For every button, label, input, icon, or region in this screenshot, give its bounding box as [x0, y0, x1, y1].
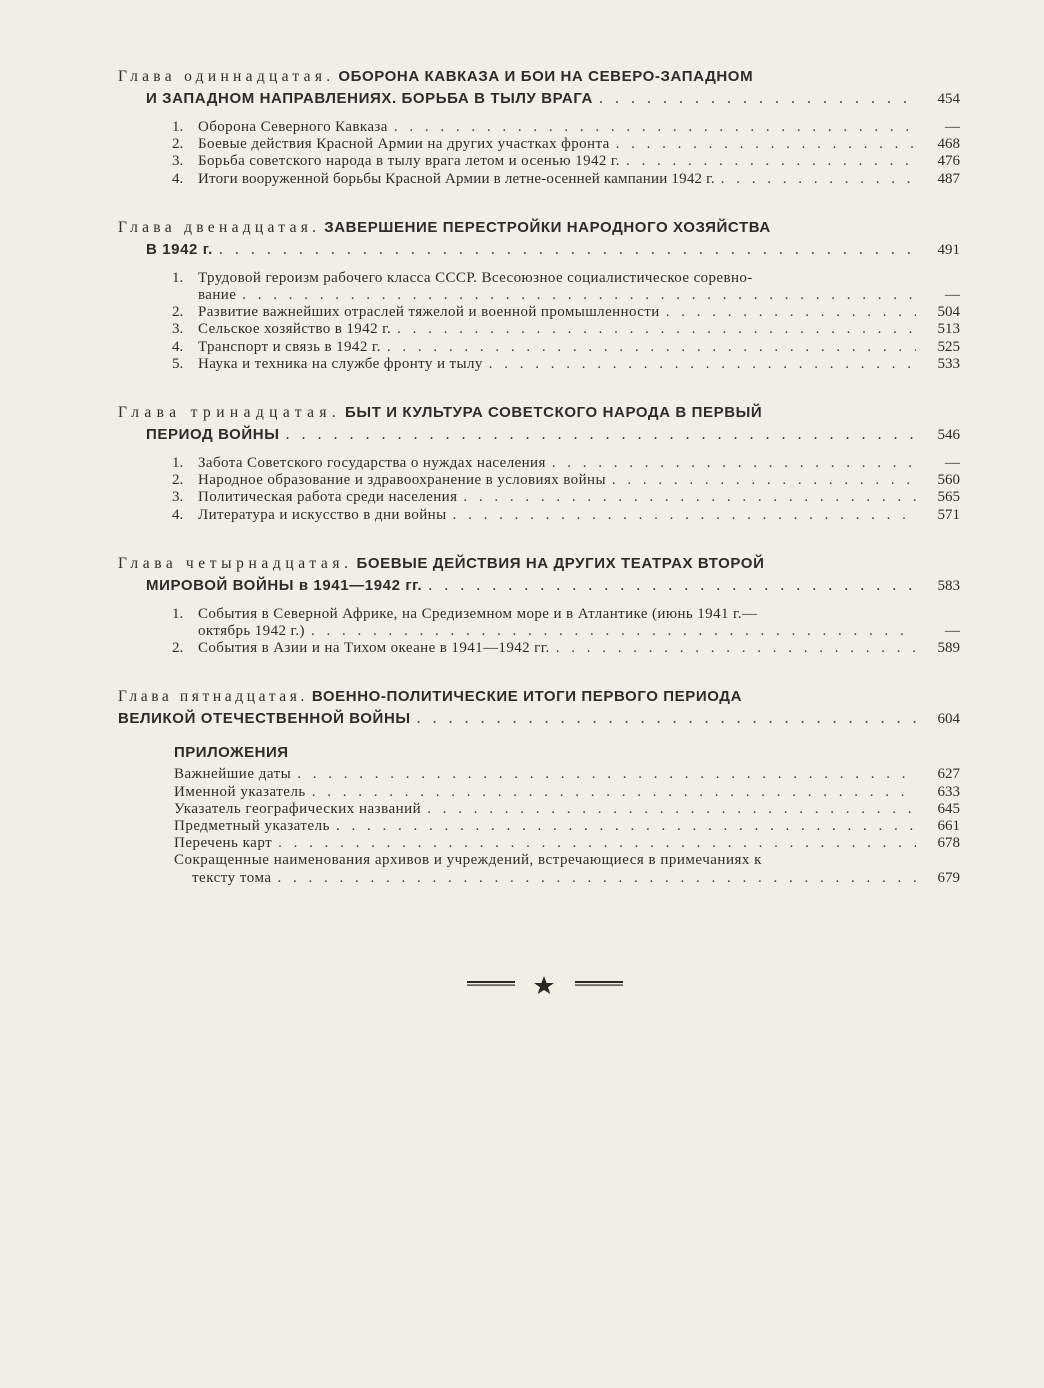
page-number: —	[945, 119, 960, 135]
section-entry	[172, 356, 960, 373]
leader-dots	[311, 623, 916, 640]
leader-dots	[612, 472, 916, 489]
appendix-entry-title: Именной указатель	[174, 783, 306, 800]
section-entry-cont	[172, 287, 960, 304]
section-list	[118, 606, 960, 658]
chapter-heading-cont	[118, 88, 960, 110]
section-number: 2.	[172, 136, 184, 153]
chapter-11	[118, 66, 960, 188]
chapter-heading-cont	[118, 708, 960, 730]
section-title: Борьба советского народа в тылу врага летом и осенью 1942 г.	[198, 153, 620, 170]
page-number: 627	[937, 766, 960, 783]
page-number: 560	[937, 472, 960, 489]
ornament-rule-left-thin	[467, 985, 515, 986]
chapter-title-cont: В 1942 г.	[146, 240, 213, 258]
section-number: 3.	[172, 153, 184, 170]
leader-dots	[394, 119, 916, 136]
ornament-rule-left	[467, 981, 515, 983]
appendix-entry	[174, 801, 960, 818]
section-number: 3.	[172, 489, 184, 506]
section-title: Оборона Северного Кавказа	[198, 119, 388, 135]
chapter-heading	[118, 402, 960, 424]
chapter-15	[118, 686, 960, 730]
star-icon	[534, 976, 554, 994]
section-number: 5.	[172, 355, 184, 372]
chapter-prefix: Глава одиннадцатая.	[118, 68, 335, 85]
table-of-contents	[118, 66, 960, 887]
appendix-entry	[174, 852, 960, 869]
star-ornament	[467, 972, 623, 994]
section-title: Развитие важнейших отраслей тяжелой и военной промышленности	[198, 304, 660, 321]
section-number: 4.	[172, 506, 184, 523]
section-number: 1.	[172, 119, 184, 135]
page-number: 476	[937, 153, 960, 170]
appendix-entry-title: Указатель географических названий	[174, 800, 422, 817]
page-number: 604	[937, 711, 960, 728]
section-title: События в Северной Африке, на Средиземном море и в Атлантике (июнь 1941 г.—	[198, 605, 758, 622]
leader-dots	[556, 640, 916, 657]
section-entry	[172, 606, 960, 623]
section-entry	[172, 171, 960, 188]
appendix-entry-title: Предметный указатель	[174, 818, 330, 835]
appendix-entry	[174, 818, 960, 835]
leader-dots	[297, 766, 916, 783]
leader-dots	[312, 784, 916, 801]
section-list	[118, 455, 960, 524]
appendix-entry	[174, 784, 960, 801]
section-title-cont: вание	[198, 287, 237, 304]
section-entry	[172, 640, 960, 657]
leader-dots	[463, 489, 916, 506]
section-title: События в Азии и на Тихом океане в 1941—1942 гг.	[198, 640, 550, 657]
chapter-heading-cont	[118, 424, 960, 446]
section-number: 2.	[172, 304, 184, 321]
page-number: 661	[937, 818, 960, 835]
appendix-entry-title-cont: тексту тома	[192, 869, 272, 886]
section-title: Народное образование и здравоохранение в условиях войны	[198, 472, 606, 489]
section-entry	[172, 455, 960, 472]
page-number: —	[945, 623, 960, 640]
leader-dots	[278, 870, 916, 887]
page-number: 645	[937, 800, 960, 817]
section-title: Боевые действия Красной Армии на других участках фронта	[198, 136, 610, 153]
appendix-entry-title: Перечень карт	[174, 835, 273, 852]
leader-dots	[278, 835, 916, 852]
appendix-entry-title: Важнейшие даты	[174, 766, 292, 783]
appendix-entry	[174, 766, 960, 783]
section-title: Итоги вооруженной борьбы Красной Армии в летне-осенней кампании 1942 г.	[198, 170, 715, 187]
page-number: 525	[937, 338, 960, 355]
page-number: 504	[937, 304, 960, 321]
chapter-title-cont: И ЗАПАДНОМ НАПРАВЛЕНИЯХ. БОРЬБА В ТЫЛУ ВРАГА	[146, 90, 593, 107]
leader-dots	[626, 153, 916, 170]
leader-dots	[453, 507, 916, 524]
leader-dots	[666, 304, 916, 321]
section-entry	[172, 153, 960, 170]
chapter-heading-cont	[118, 575, 960, 597]
section-title: Трудовой героизм рабочего класса СССР. Всесоюзное социалистическое соревно-	[198, 269, 753, 286]
section-entry	[172, 321, 960, 338]
section-entry	[172, 507, 960, 524]
chapter-heading	[118, 686, 960, 708]
section-entry	[172, 304, 960, 321]
section-number: 4.	[172, 338, 184, 355]
section-number: 3.	[172, 321, 184, 338]
appendix-entry-cont	[174, 870, 960, 887]
section-entry	[172, 136, 960, 153]
section-title: Транспорт и связь в 1942 г.	[198, 338, 381, 355]
ornament-rule-right	[575, 981, 623, 983]
appendix-entry-title: Сокращенные наименования архивов и учреждений, встречающиеся в примечаниях к	[174, 852, 762, 869]
page-number: 487	[937, 170, 960, 187]
section-title-cont: октябрь 1942 г.)	[198, 623, 305, 640]
chapter-13	[118, 402, 960, 524]
leader-dots	[721, 171, 916, 188]
chapter-heading-cont	[118, 239, 960, 261]
page-number: 583	[937, 577, 960, 594]
section-entry	[172, 270, 960, 287]
page-number: —	[945, 287, 960, 304]
section-title: Наука и техника на службе фронту и тылу	[198, 355, 483, 372]
section-number: 1.	[172, 455, 184, 472]
leader-dots	[417, 708, 916, 730]
page-number: 678	[937, 835, 960, 852]
appendix-entry	[174, 835, 960, 852]
section-entry-cont	[172, 623, 960, 640]
chapter-title: БОЕВЫЕ ДЕЙСТВИЯ НА ДРУГИХ ТЕАТРАХ ВТОРОЙ	[356, 554, 765, 572]
chapter-prefix: Глава пятнадцатая.	[118, 688, 308, 706]
chapter-prefix: Глава четырнадцатая.	[118, 554, 353, 572]
section-number: 2.	[172, 640, 184, 657]
leader-dots	[428, 575, 916, 597]
chapter-title-cont: МИРОВОЙ ВОЙНЫ в 1941—1942 гг.	[146, 576, 423, 594]
chapter-title: БЫТ И КУЛЬТУРА СОВЕТСКОГО НАРОДА В ПЕРВЫЙ	[345, 404, 763, 422]
chapter-prefix: Глава двенадцатая.	[118, 218, 321, 236]
chapter-heading	[118, 553, 960, 575]
section-entry	[172, 119, 960, 136]
leader-dots	[489, 356, 916, 373]
chapter-title: ВОЕННО-ПОЛИТИЧЕСКИЕ ИТОГИ ПЕРВОГО ПЕРИОДА	[311, 688, 743, 706]
page-number: 571	[937, 506, 960, 523]
leader-dots	[397, 321, 916, 338]
page-number: 633	[937, 783, 960, 800]
chapter-12	[118, 217, 960, 373]
page-number: 491	[937, 241, 960, 258]
page-number: 589	[937, 640, 960, 657]
chapter-title-cont: ПЕРИОД ВОЙНЫ	[146, 426, 280, 444]
section-number: 1.	[172, 269, 184, 286]
section-title: Забота Советского государства о нуждах населения	[198, 455, 546, 472]
page-number: 468	[937, 136, 960, 153]
leader-dots	[552, 455, 916, 472]
chapter-heading	[118, 66, 960, 88]
leader-dots	[219, 239, 916, 261]
page-number: 565	[937, 489, 960, 506]
page-number: 546	[937, 427, 960, 444]
section-list	[118, 270, 960, 373]
section-entry	[172, 489, 960, 506]
page-number: 679	[937, 869, 960, 886]
section-title: Политическая работа среди населения	[198, 489, 458, 506]
leader-dots	[336, 818, 916, 835]
section-number: 2.	[172, 472, 184, 489]
chapter-title: ОБОРОНА КАВКАЗА И БОИ НА СЕВЕРО-ЗАПАДНОМ	[338, 68, 754, 85]
leader-dots	[242, 287, 916, 304]
section-number: 1.	[172, 605, 184, 622]
page-number: 513	[937, 321, 960, 338]
page-number: —	[945, 455, 960, 472]
section-number: 4.	[172, 170, 184, 187]
leader-dots	[599, 88, 916, 110]
chapter-heading	[118, 217, 960, 239]
chapter-title: ЗАВЕРШЕНИЕ ПЕРЕСТРОЙКИ НАРОДНОГО ХОЗЯЙСТВА	[324, 218, 771, 236]
chapter-prefix: Глава тринадцатая.	[118, 404, 342, 422]
section-list	[118, 119, 960, 188]
chapter-14	[118, 553, 960, 658]
appendix-title: ПРИЛОЖЕНИЯ	[174, 744, 289, 762]
ornament-rule-right-thin	[575, 985, 623, 986]
chapter-title-cont: ВЕЛИКОЙ ОТЕЧЕСТВЕННОЙ ВОЙНЫ	[118, 710, 411, 728]
appendix	[118, 742, 960, 886]
section-entry	[172, 472, 960, 489]
leader-dots	[286, 424, 916, 446]
section-entry	[172, 339, 960, 356]
page-number: 533	[937, 355, 960, 372]
leader-dots	[427, 801, 916, 818]
page-number: 454	[937, 91, 960, 107]
leader-dots	[616, 136, 916, 153]
leader-dots	[387, 339, 916, 356]
section-title: Сельское хозяйство в 1942 г.	[198, 321, 392, 338]
section-title: Литература и искусство в дни войны	[198, 506, 447, 523]
